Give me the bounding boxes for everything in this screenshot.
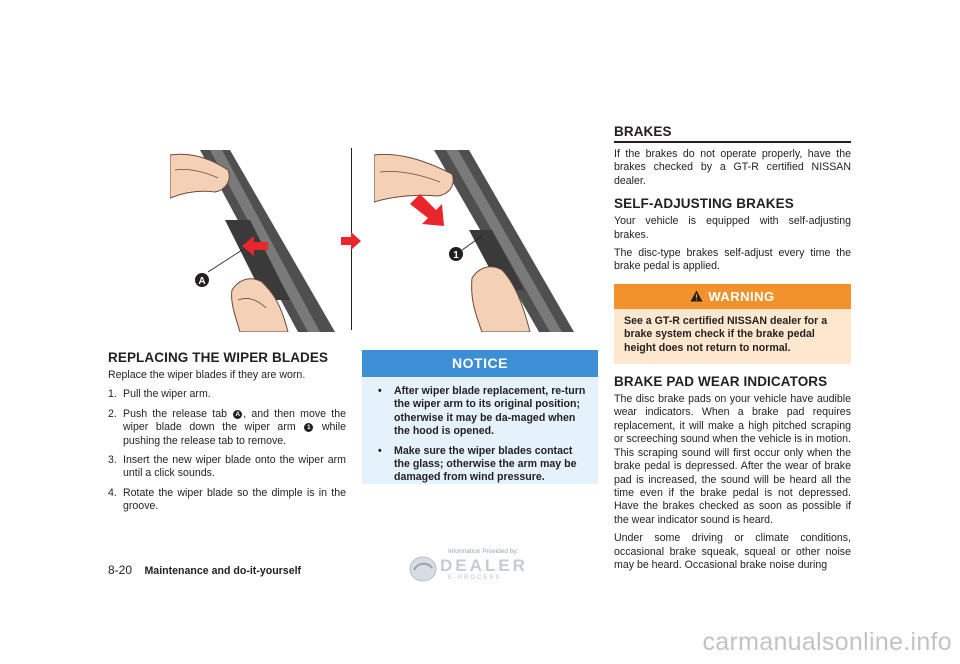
notice-text: After wiper blade replacement, re-turn the wiper arm to its original position; otherwise it may be da-maged when the hood is opened. xyxy=(394,385,586,438)
self-adjusting-p2: The disc-type brakes self-adjust every time the brake pedal is applied. xyxy=(614,247,851,273)
step-3 xyxy=(108,454,346,481)
step-number: 3. xyxy=(108,454,117,467)
self-adjusting-heading: SELF-ADJUSTING BRAKES xyxy=(614,196,794,212)
notice-item xyxy=(372,445,588,485)
wiper-release-illustration xyxy=(170,150,345,332)
brakes-intro: If the brakes do not operate properly, have the brakes checked by a GT-R certified NISSAN dealer. xyxy=(614,148,851,187)
dealer-logo xyxy=(408,548,548,584)
step-text: Insert the new wiper blade onto the wiper arm until a click sounds. xyxy=(123,454,346,480)
next-step-arrow-icon xyxy=(341,232,361,250)
warning-text: See a GT-R certified NISSAN dealer for a brake system check if the brake pedal height does not return to normal. xyxy=(624,314,828,354)
step-text: , and then move the wiper blade down the wiper arm xyxy=(123,407,346,434)
page-number: 8-20 xyxy=(108,563,133,577)
push-down-arrow-icon xyxy=(410,194,444,226)
warning-title: WARNING xyxy=(708,288,775,304)
dealer-small-text: Information Provided by: xyxy=(448,548,519,555)
notice-item xyxy=(372,385,588,439)
callout-1-badge: 1 xyxy=(304,423,313,432)
step-number: 2. xyxy=(108,407,117,420)
warning-header xyxy=(614,284,851,309)
dealer-big-text: DEALER xyxy=(440,556,528,575)
callout-a-badge: A xyxy=(233,410,242,419)
wiper-remove-illustration xyxy=(374,150,574,332)
step-text: Pull the wiper arm. xyxy=(123,388,211,401)
brakes-title: BRAKES xyxy=(614,124,672,139)
warning-box xyxy=(614,284,851,364)
notice-box xyxy=(362,350,598,484)
wiper-section xyxy=(108,350,346,520)
notice-title: NOTICE xyxy=(362,350,598,377)
brakes-section xyxy=(614,124,851,572)
step-number: 1. xyxy=(108,388,117,401)
wiper-steps xyxy=(108,388,346,513)
warning-triangle-icon xyxy=(690,290,703,302)
step-text: Rotate the wiper blade so the dimple is in the groove. xyxy=(123,486,346,513)
watermark: carmanualsonline.info xyxy=(702,628,952,656)
step-number: 4. xyxy=(108,486,117,499)
notice-text: Make sure the wiper blades contact the glass; otherwise the arm may be damaged from wind pressure. xyxy=(394,444,577,484)
dealer-logo-icon xyxy=(408,554,438,584)
step-text: Push the release tab xyxy=(123,407,228,420)
step-1 xyxy=(108,388,346,401)
self-adjusting-p1: Your vehicle is equipped with self-adjusting brakes. xyxy=(614,215,851,241)
step-2 xyxy=(108,408,346,448)
wiper-heading: REPLACING THE WIPER BLADES xyxy=(108,350,329,365)
bullet-icon: • xyxy=(378,444,382,457)
title-rule xyxy=(614,141,851,143)
pad-wear-heading: BRAKE PAD WEAR INDICATORS xyxy=(614,374,828,390)
step-4 xyxy=(108,487,346,514)
pad-wear-p1: The disc brake pads on your vehicle have audible wear indicators. When a brake pad requires replacement, it will make a high pitched scraping or screeching sound when the vehicle is in motion. This scraping sound will first occur only when the brake pedal is depressed. After the wear of brake pad is increased, the sound will be heard all the time even if the brake pedal is not depressed. Have the brakes checked as soon as possible if the wear indicator sound is heard. xyxy=(614,393,851,526)
wiper-intro: Replace the wiper blades if they are worn. xyxy=(108,369,306,381)
bullet-icon: • xyxy=(378,385,382,397)
dealer-sub-text: E-PROCESS xyxy=(448,575,502,581)
section-name: Maintenance and do-it-yourself xyxy=(144,565,302,577)
callout-1: 1 xyxy=(453,250,459,261)
step-text: while pushing the release tab to remove. xyxy=(123,421,346,447)
pad-wear-p2: Under some driving or climate conditions, occasional brake squeak, squeal or other noise may be heard. Occasional brake noise during xyxy=(614,532,851,571)
callout-a: A xyxy=(198,276,206,287)
page-footer xyxy=(108,561,301,579)
